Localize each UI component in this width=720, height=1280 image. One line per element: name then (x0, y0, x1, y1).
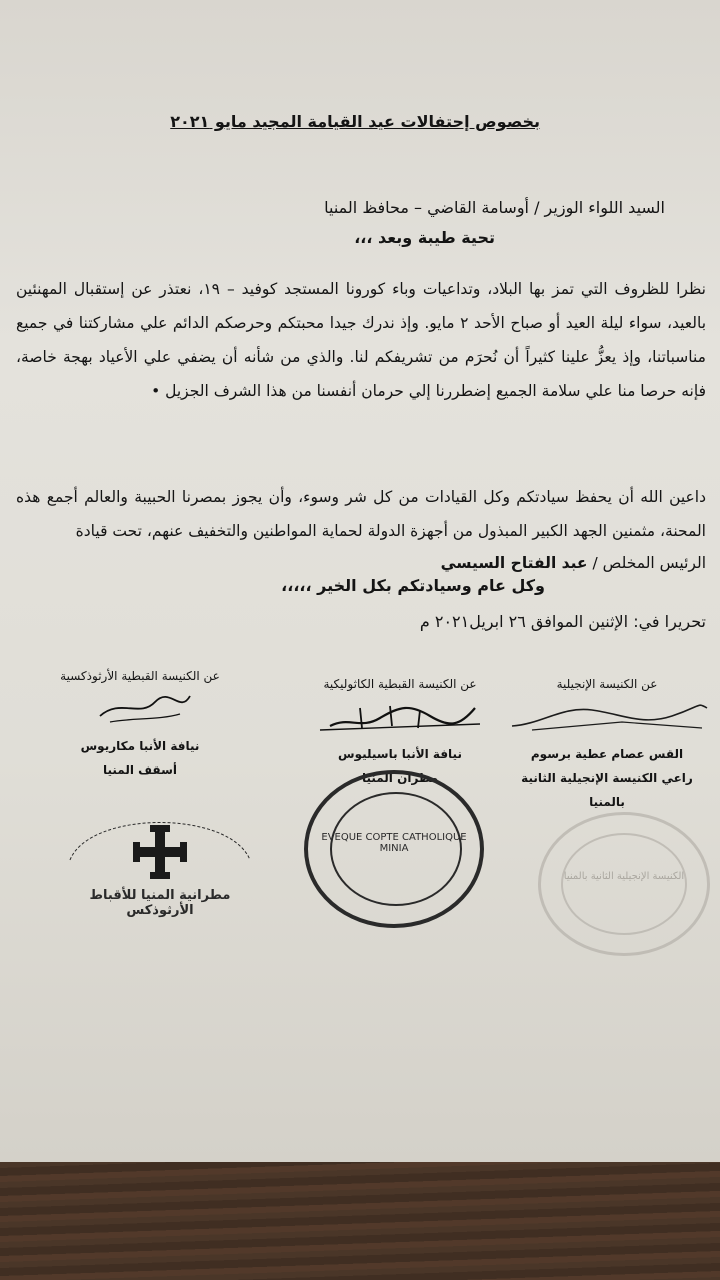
catholic-seal-text: EVEQUE COPTE CATHOLIQUE MINIA (321, 832, 467, 854)
body-paragraph-2: داعين الله أن يحفظ سيادتكم وكل القيادات من كل شر وسوء، وأن يجوز بمصرنا الحبيبة والعالم أجمع هذه المحنة، مثمنين الجهد الكبير المبذول من أجهزة الدولة لحماية المواطنين والتخفيف عنهم، تحت قيادة (16, 488, 706, 540)
coptic-cross-icon (60, 790, 260, 890)
signatory-heading: عن الكنيسة الإنجيلية (556, 677, 658, 691)
evangelical-seal-text: الكنيسة الإنجيلية الثانية بالمنيا (563, 871, 685, 882)
closing-line: وكل عام وسيادتكم بكل الخير ،،،،، (281, 576, 545, 595)
signatory-role: راعي الكنيسة الإنجيلية الثانية بالمنيا (521, 771, 693, 809)
evangelical-seal-stamp (538, 812, 710, 956)
handwritten-signature (502, 696, 712, 734)
orthodox-seal-text: مطرانية المنيا للأقباط الأرثوذكس (89, 888, 231, 918)
orthodox-diocese-seal (60, 790, 260, 920)
signatory-name: نيافة الأنبا مكاريوس (80, 739, 200, 753)
handwritten-signature (300, 696, 500, 734)
leader-name: عبد الفتاح السيسي (440, 554, 588, 572)
body-paragraph-1: نظرا للظروف التي تمز بها البلاد، وتداعيات وباء كورونا المستجد كوفيد – ١٩، نعتذر عن إستقبال المهنئين بالعيد، سواء ليلة العيد أو صباح الأحد ٢ مايو. وإذ ندرك جيدا محبتكم وحرصكم الدائم علي مشاركتنا في جميع مناسباتنا، وإذ يعزُّ علينا كثيراً أن نُحرَم من تشريفكم لنا. والذي من شأنه أن يضفي علي الأعياد بهجة خاصة، فإنه حرصا منا علي سلامة الجميع إضطررنا إلي حرمان أنفسنا من هذا الشرف الجزيل • (16, 280, 707, 400)
signature-orthodox (40, 664, 240, 782)
wooden-table-surface (0, 1162, 720, 1280)
greeting-line: تحية طيبة وبعد ،،، (354, 228, 495, 247)
signatory-heading: عن الكنيسة القبطية الكاثوليكية (323, 677, 477, 691)
signatory-role: مطران المنيا (361, 771, 439, 785)
letter-title: بخصوص إحتفالات عيد القيامة المجيد مايو ٢٠٢١ (170, 112, 540, 131)
signatory-name: القس عصام عطية برسوم (530, 747, 684, 761)
catholic-seal-stamp (304, 770, 484, 928)
signatory-role: أسقف المنيا (103, 763, 177, 777)
signatory-heading: عن الكنيسة القبطية الأرثوذكسية (60, 669, 220, 683)
date-line: تحريرا في: الإثنين الموافق ٢٦ ابريل٢٠٢١ م (419, 612, 706, 631)
leader-prefix: الرئيس المخلص / (592, 554, 706, 572)
handwritten-signature (40, 688, 240, 726)
addressee-line: السيد اللواء الوزير / أوسامة القاضي – محافظ المنيا (324, 198, 665, 217)
signature-evangelical (502, 672, 712, 814)
signatory-name: نيافة الأنبا باسيليوس (338, 747, 462, 761)
leader-line (441, 546, 706, 580)
